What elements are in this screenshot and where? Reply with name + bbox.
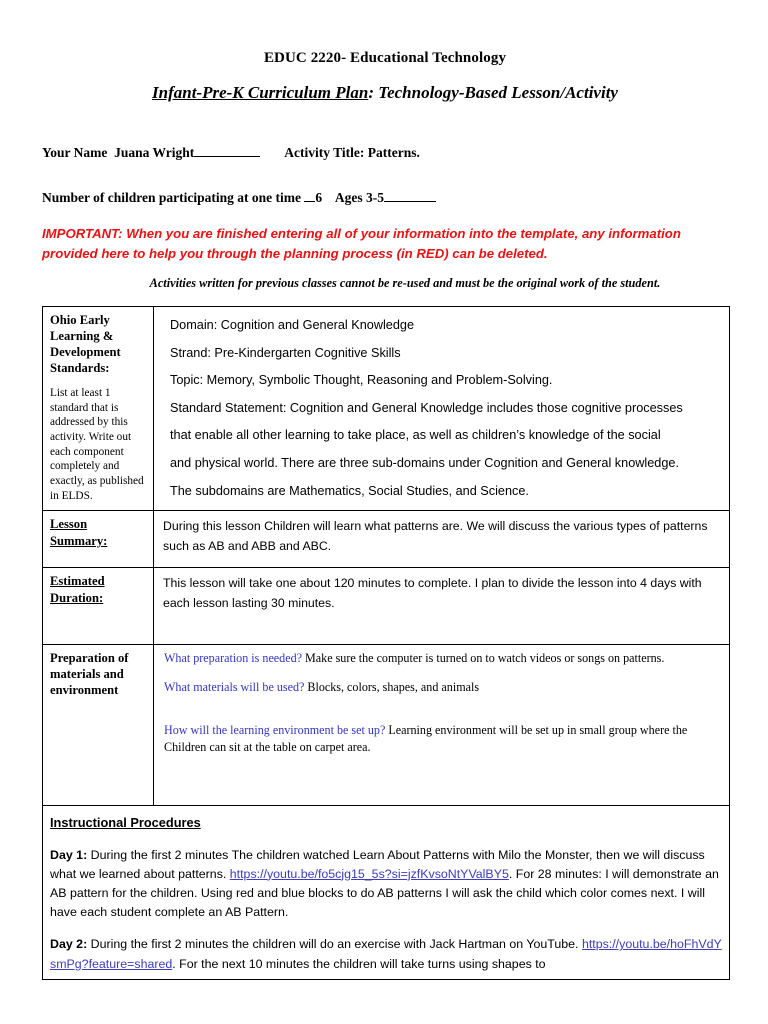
preparation-label-cell: [43, 644, 154, 805]
document-title-underlined: Infant-Pre-K Curriculum Plan: [152, 83, 369, 102]
table-row-preparation: [43, 644, 730, 805]
standards-line: Topic: Memory, Symbolic Thought, Reasoning and Problem-Solving.: [170, 373, 553, 388]
day2-text-after-link: . For the next 10 minutes the children will take turns using shapes to: [172, 956, 546, 971]
day2-text-before-link: During the first 2 minutes the children will do an exercise with Jack Hartman on YouTube.: [87, 937, 582, 952]
standards-line: that enable all other learning to take place, as well as children’s knowledge of the social: [170, 428, 661, 443]
standards-line: Strand: Pre-Kindergarten Cognitive Skills: [170, 345, 401, 360]
children-count-value: 6: [315, 190, 323, 205]
day1-text-before-link: During the first 2 minutes The children watched Learn About Patterns with Milo the Monster, then we will discuss what we learned about patterns.: [50, 847, 705, 881]
estimated-duration-text: This lesson will take one about 120 minutes to complete. I plan to divide the lesson into 4 days with each lesson lasting 30 minutes.: [163, 575, 702, 610]
preparation-label: Preparation of materials and environment: [50, 650, 129, 697]
preparation-item-1: [161, 650, 722, 667]
activity-title-label: Activity Title:: [284, 145, 365, 160]
participants-line: [42, 188, 728, 206]
estimated-duration-label-cell: [43, 567, 154, 644]
preparation-answer-2: Blocks, colors, shapes, and animals: [304, 679, 480, 694]
estimated-duration-label: Estimated Duration:: [50, 573, 105, 605]
day2-label: Day 2:: [50, 937, 88, 952]
day1-paragraph: [50, 846, 722, 923]
instructional-procedures-cell: [43, 805, 730, 979]
name-line: [42, 143, 728, 161]
day2-paragraph: [50, 935, 722, 973]
name-value: Juana Wright: [114, 145, 195, 160]
lesson-summary-text: During this lesson Children will learn what patterns are. We will discuss the various types of patterns such as AB and ABB and ABC.: [163, 518, 708, 553]
children-count-blank: [304, 188, 315, 202]
ages-blank: [384, 188, 436, 202]
activities-original-work-note: Activities written for previous classes cannot be re-used and must be the original work of the student.: [149, 275, 661, 290]
activity-title-value: Patterns.: [367, 145, 420, 160]
lesson-summary-label-cell: [43, 510, 154, 567]
standards-label: Ohio Early Learning & Development Standards:: [50, 312, 121, 375]
name-blank: [194, 143, 260, 157]
children-count-label: Number of children participating at one time: [42, 190, 301, 205]
course-heading: EDUC 2220- Educational Technology: [263, 50, 507, 66]
preparation-prompt-2: What materials will be used?: [164, 679, 305, 694]
standards-line: Domain: Cognition and General Knowledge: [170, 318, 415, 333]
table-row-lesson-summary: [43, 510, 730, 567]
lesson-summary-content-cell: [154, 510, 730, 567]
standards-sublabel: List at least 1 standard that is addressed by this activity. Write out each component completely and exactly, as published in ELDS.: [50, 387, 144, 502]
table-row-instructional-procedures: [43, 805, 730, 979]
name-label: Your Name: [42, 145, 108, 160]
preparation-prompt-1: What preparation is needed?: [164, 650, 303, 665]
ages-value: 3-5: [366, 190, 385, 205]
standards-line: and physical world. There are three sub-domains under Cognition and General knowledge.: [170, 456, 679, 471]
table-row-standards: [43, 306, 730, 510]
ages-label: Ages: [334, 190, 363, 205]
day1-text-after-link: . For 28 minutes: I will demonstrate an AB pattern for the children. Using red and blue blocks to do AB patterns I will ask the child which color comes next. I will have each student complete an AB Pattern.: [50, 866, 719, 920]
table-row-estimated-duration: [43, 567, 730, 644]
preparation-content-cell: [154, 644, 730, 805]
standards-label-cell: [43, 306, 154, 510]
document-title-rest: : Technology-Based Lesson/Activity: [368, 83, 618, 102]
preparation-item-3: [161, 722, 722, 756]
instructional-procedures-title: Instructional Procedures: [50, 814, 201, 830]
important-red-note: IMPORTANT: When you are finished entering all of your information into the template, any information provided here to help you through the planning process (in RED) can be deleted.: [42, 226, 681, 261]
standards-line: The subdomains are Mathematics, Social Studies, and Science.: [170, 483, 529, 498]
preparation-answer-3: Learning environment will be set up in small group where the Children can sit at the table on carpet area.: [164, 723, 688, 755]
estimated-duration-content-cell: [154, 567, 730, 644]
lesson-summary-label: Lesson Summary:: [50, 516, 108, 548]
preparation-item-2: [161, 679, 722, 696]
standards-content-cell: [154, 306, 730, 510]
preparation-answer-1: Make sure the computer is turned on to watch videos or songs on patterns.: [302, 650, 665, 665]
preparation-prompt-3: How will the learning environment be set up?: [164, 723, 386, 738]
day1-video-link[interactable]: https://youtu.be/fo5cjg15_5s?si=jzfKvsoNtYValBY5: [229, 866, 509, 881]
document-title: [42, 83, 728, 103]
day1-label: Day 1:: [50, 847, 88, 862]
standards-line: Standard Statement: Cognition and General Knowledge includes those cognitive processes: [170, 400, 683, 415]
curriculum-plan-table: [42, 306, 730, 980]
day2-video-link[interactable]: https://youtu.be/hoFhVdYsmPg?feature=shared: [50, 937, 722, 971]
